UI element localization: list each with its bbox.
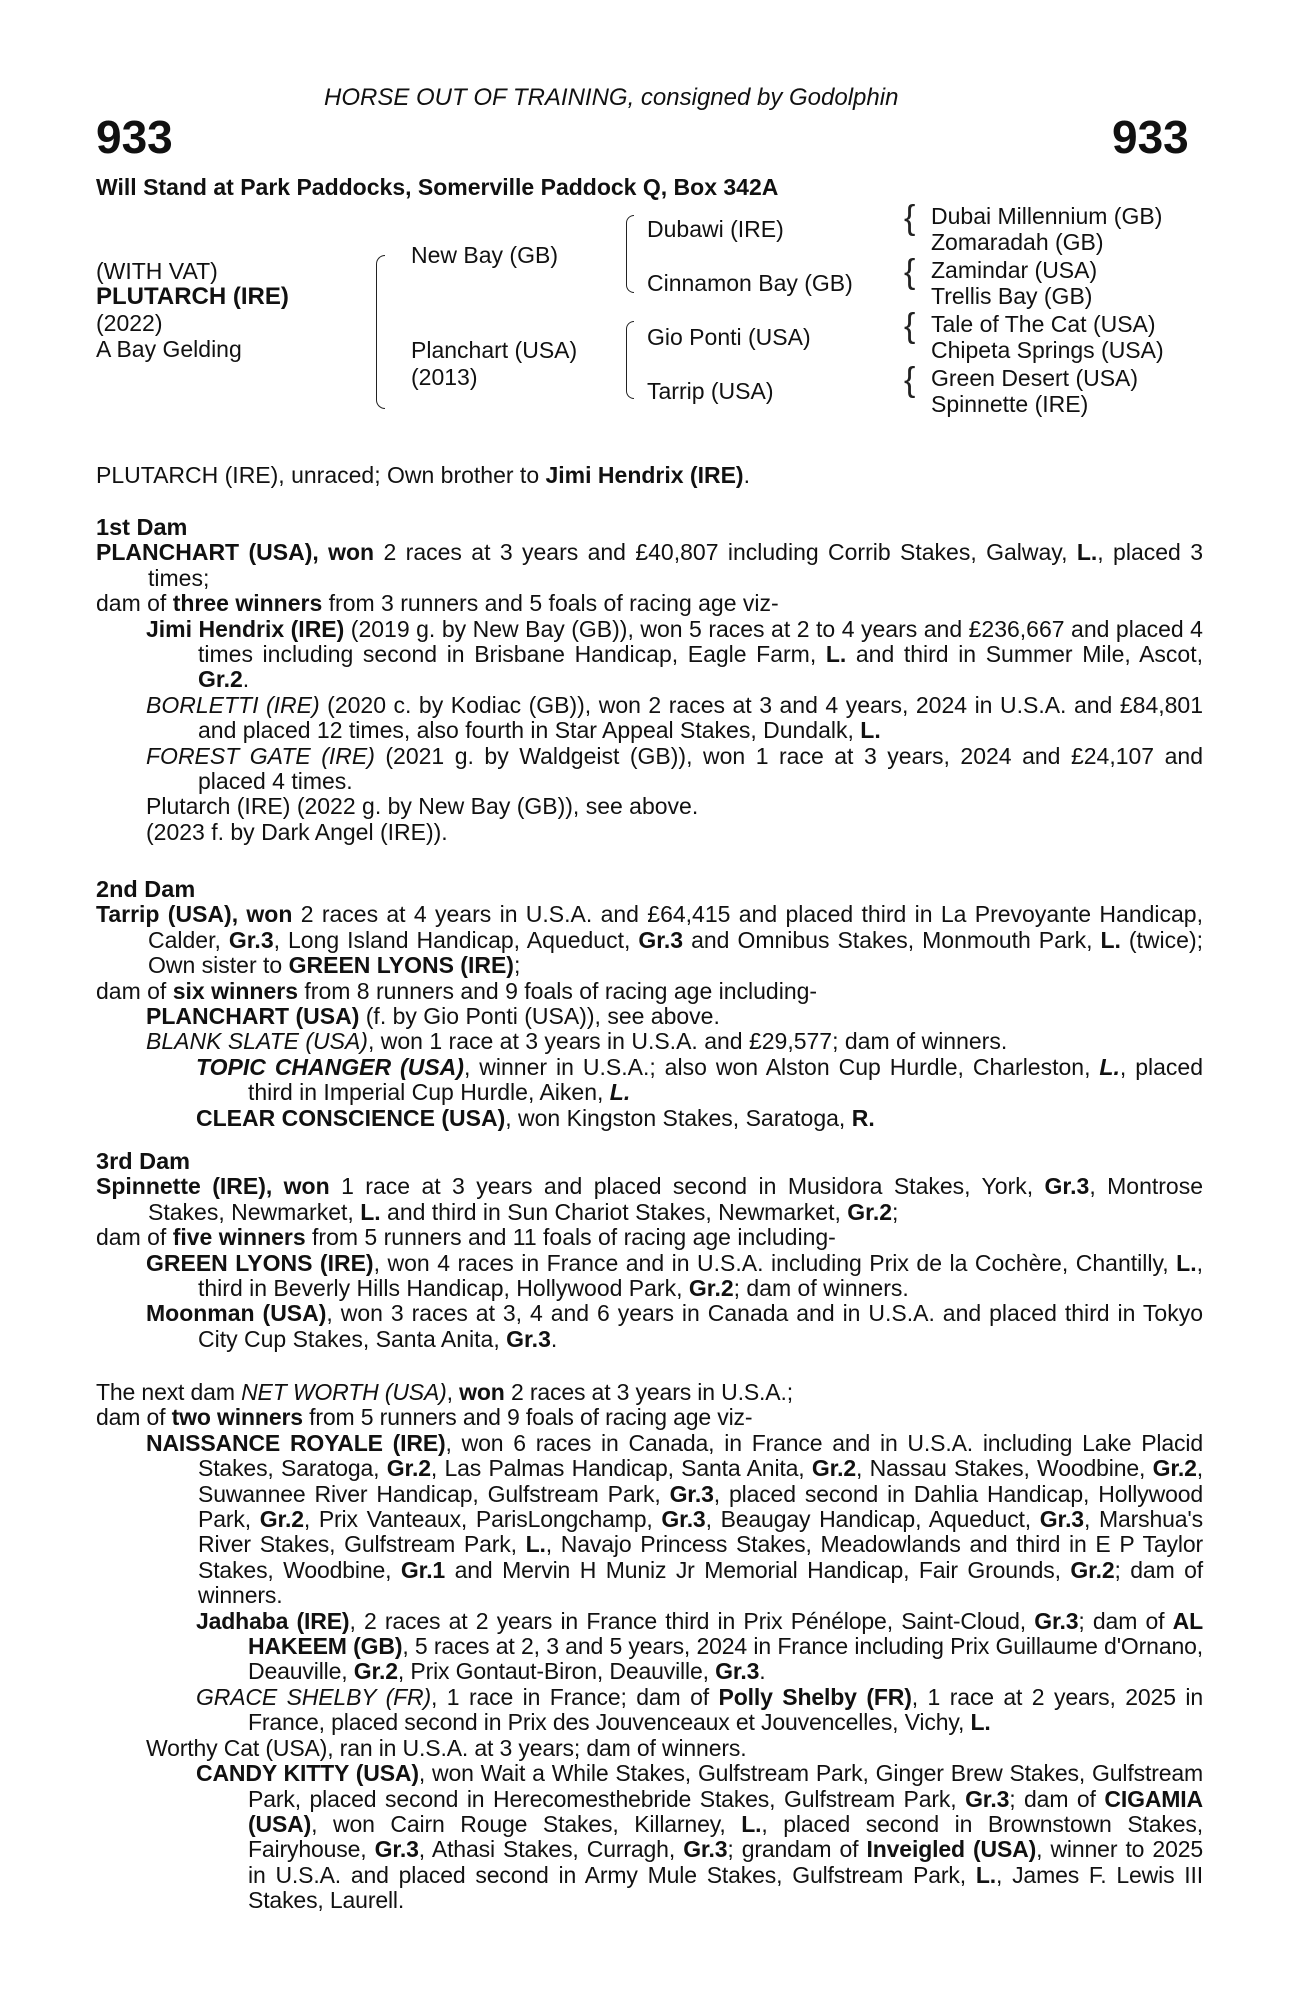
pedigree-brace-dam — [626, 321, 634, 399]
third-dam-heading: 3rd Dam — [96, 1148, 191, 1174]
lot-number-left: 933 — [96, 111, 173, 163]
horse-year: (2022) — [96, 310, 163, 336]
pedigree-brace-g4: { — [904, 361, 916, 399]
produce-item: Worthy Cat (USA), ran in U.S.A. at 3 years; dam of winners. — [146, 1734, 747, 1761]
second-dam-heading: 2nd Dam — [96, 876, 196, 902]
third-dam-record: Spinnette (IRE), won 1 race at 3 years and placed second in Musidora Stakes, York, Gr.3, Montrose Stakes, Newmarket, L. and third in Sun Chariot Stakes, Newmarket, Gr.2; — [96, 1173, 1203, 1225]
pedigree-g3-2: Zomaradah (GB) — [931, 229, 1104, 255]
grandchild-item: Jadhaba (IRE), 2 races at 2 years in France third in Prix Pénélope, Saint-Cloud, Gr.3; dam of AL HAKEEM (GB), 5 races at 2, 3 and 5 years, 2024 in France including Prix Guillaume d'Ornano, Deauville, Gr.2, Prix Gontaut-Biron, Deauville, Gr.3. — [196, 1607, 1203, 1685]
pedigree-dam: Planchart (USA) — [411, 337, 578, 363]
second-dam-section — [96, 877, 1203, 1131]
sibling-name: Jimi Hendrix (IRE) — [545, 462, 744, 488]
horse-description: A Bay Gelding — [96, 336, 242, 362]
pedigree-dam-dam: Tarrip (USA) — [647, 378, 774, 404]
pedigree-g3-8: Spinnette (IRE) — [931, 391, 1089, 417]
pedigree-g3-3: Zamindar (USA) — [931, 257, 1098, 283]
second-dam-record: Tarrip (USA), won 2 races at 4 years in U.S.A. and £64,415 and placed third in La Prevoyante Handicap, Calder, Gr.3, Long Island Handicap, Aqueduct, Gr.3 and Omnibus Stakes, Monmouth Park, L. (twice); Own sister to GREEN LYONS (IRE); — [96, 901, 1203, 979]
grandchild-item: GRACE SHELBY (FR), 1 race in France; dam of Polly Shelby (FR), 1 race at 2 years, 2025 in France, placed second in Prix des Jouvenceaux et Jouvencelles, Vichy, L. — [196, 1683, 1203, 1736]
produce-item: Plutarch (IRE) (2022 g. by New Bay (GB)), see above. — [146, 793, 699, 820]
produce-item: (2023 f. by Dark Angel (IRE)). — [146, 818, 448, 845]
consignor-line: HORSE OUT OF TRAINING, consigned by Godolphin — [324, 84, 899, 111]
first-dam-record: PLANCHART (USA), won 2 races at 3 years and £40,807 including Corrib Stakes, Galway, L., placed 3 times; — [96, 539, 1203, 591]
produce-item: Jimi Hendrix (IRE) (2019 g. by New Bay (GB)), won 5 races at 2 to 4 years and £236,667 and placed 4 times including second in Brisbane Handicap, Eagle Farm, L. and third in Summer Mile, Ascot, Gr.2. — [146, 615, 1203, 693]
next-dam-produce-summary: dam of two winners from 5 runners and 9 foals of racing age viz- — [96, 1404, 753, 1431]
produce-item: FOREST GATE (IRE) (2021 g. by Waldgeist (GB)), won 1 race at 3 years, 2024 and £24,107 and placed 4 times. — [146, 742, 1203, 795]
produce-item: NAISSANCE ROYALE (IRE), won 6 races in Canada, in France and in U.S.A. including Lake Placid Stakes, Saratoga, Gr.2, Las Palmas Handicap, Santa Anita, Gr.2, Nassau Stakes, Woodbine, Gr.2, Suwannee River Handicap, Gulfstream Park, Gr.3, placed second in Dahlia Handicap, Hollywood Park, Gr.2, Prix Vanteaux, ParisLongchamp, Gr.3, Beaugay Handicap, Aqueduct, Gr.3, Marshua's River Stakes, Gulfstream Park, L., Navajo Princess Stakes, Meadowlands and third in E P Taylor Stakes, Woodbine, Gr.1 and Mervin H Muniz Jr Memorial Handicap, Fair Grounds, Gr.2; dam of winners. — [146, 1429, 1203, 1609]
first-dam-produce-summary: dam of three winners from 3 runners and 5 foals of racing age viz- — [96, 590, 779, 617]
pedigree-g3-6: Chipeta Springs (USA) — [931, 337, 1164, 363]
pedigree-g3-7: Green Desert (USA) — [931, 365, 1139, 391]
grandchild-item: CANDY KITTY (USA), won Wait a While Stakes, Gulfstream Park, Ginger Brew Stakes, Gulfstream Park, placed second in Herecomesthebride Stakes, Gulfstream Park, Gr.3; dam of CIGAMIA (USA), won Cairn Rouge Stakes, Killarney, L., placed second in Brownstown Stakes, Fairyhouse, Gr.3, Athasi Stakes, Curragh, Gr.3; grandam of Inveigled (USA), winner to 2025 in U.S.A. and placed second in Army Mule Stakes, Gulfstream Park, L., James F. Lewis III Stakes, Laurell. — [196, 1760, 1203, 1914]
pedigree-g3-1: Dubai Millennium (GB) — [931, 203, 1163, 229]
pedigree-sire-sire: Dubawi (IRE) — [647, 216, 784, 242]
stabling-line: Will Stand at Park Paddocks, Somerville Paddock Q, Box 342A — [96, 174, 779, 200]
pedigree-brace-1 — [376, 255, 385, 409]
next-dam-section — [96, 1380, 1203, 1914]
pedigree-dam-sire: Gio Ponti (USA) — [647, 324, 811, 350]
pedigree-dam-year: (2013) — [411, 364, 478, 390]
horse-name: PLUTARCH (IRE) — [96, 283, 289, 310]
pedigree-g3-5: Tale of The Cat (USA) — [931, 311, 1156, 337]
pedigree-brace-sire — [626, 215, 634, 293]
pedigree-brace-g3: { — [904, 307, 916, 345]
produce-item: BORLETTI (IRE) (2020 c. by Kodiac (GB)), won 2 races at 3 and 4 years, 2024 in U.S.A. and £84,801 and placed 12 times, also fourth in Star Appeal Stakes, Dundalk, L. — [146, 691, 1204, 744]
produce-item: PLANCHART (USA) (f. by Gio Ponti (USA)), see above. — [146, 1003, 720, 1030]
second-dam-produce-summary: dam of six winners from 8 runners and 9 foals of racing age including- — [96, 977, 818, 1004]
produce-item: Moonman (USA), won 3 races at 3, 4 and 6 years in Canada and in U.S.A. and placed third in Tokyo City Cup Stakes, Santa Anita, Gr.3. — [146, 1300, 1203, 1352]
next-dam-record: The next dam NET WORTH (USA), won 2 races at 3 years in U.S.A.; — [96, 1379, 793, 1405]
first-dam-section — [96, 515, 1203, 845]
third-dam-produce-summary: dam of five winners from 5 runners and 11 foals of racing age including- — [96, 1224, 836, 1251]
first-dam-heading: 1st Dam — [96, 514, 188, 540]
pedigree-brace-g1: { — [904, 199, 916, 237]
pedigree-brace-g2: { — [904, 253, 916, 291]
vat-label: (WITH VAT) — [96, 258, 218, 284]
pedigree-g3-4: Trellis Bay (GB) — [931, 283, 1093, 309]
intro-line: PLUTARCH (IRE), unraced; Own brother to Jimi Hendrix (IRE). — [96, 462, 750, 488]
lot-number-right: 933 — [1112, 111, 1189, 163]
grandchild-item: TOPIC CHANGER (USA), winner in U.S.A.; also won Alston Cup Hurdle, Charleston, L., placed third in Imperial Cup Hurdle, Aiken, L. — [196, 1053, 1203, 1106]
pedigree-sire-dam: Cinnamon Bay (GB) — [647, 270, 853, 296]
grandchild-item: CLEAR CONSCIENCE (USA), won Kingston Stakes, Saratoga, R. — [196, 1104, 875, 1131]
pedigree-sire: New Bay (GB) — [411, 242, 558, 268]
produce-item: GREEN LYONS (IRE), won 4 races in France and in U.S.A. including Prix de la Cochère, Chantilly, L., third in Beverly Hills Handicap, Hollywood Park, Gr.2; dam of winners. — [146, 1249, 1203, 1302]
produce-item: BLANK SLATE (USA), won 1 race at 3 years in U.S.A. and £29,577; dam of winners. — [146, 1028, 1008, 1055]
third-dam-section — [96, 1149, 1203, 1352]
